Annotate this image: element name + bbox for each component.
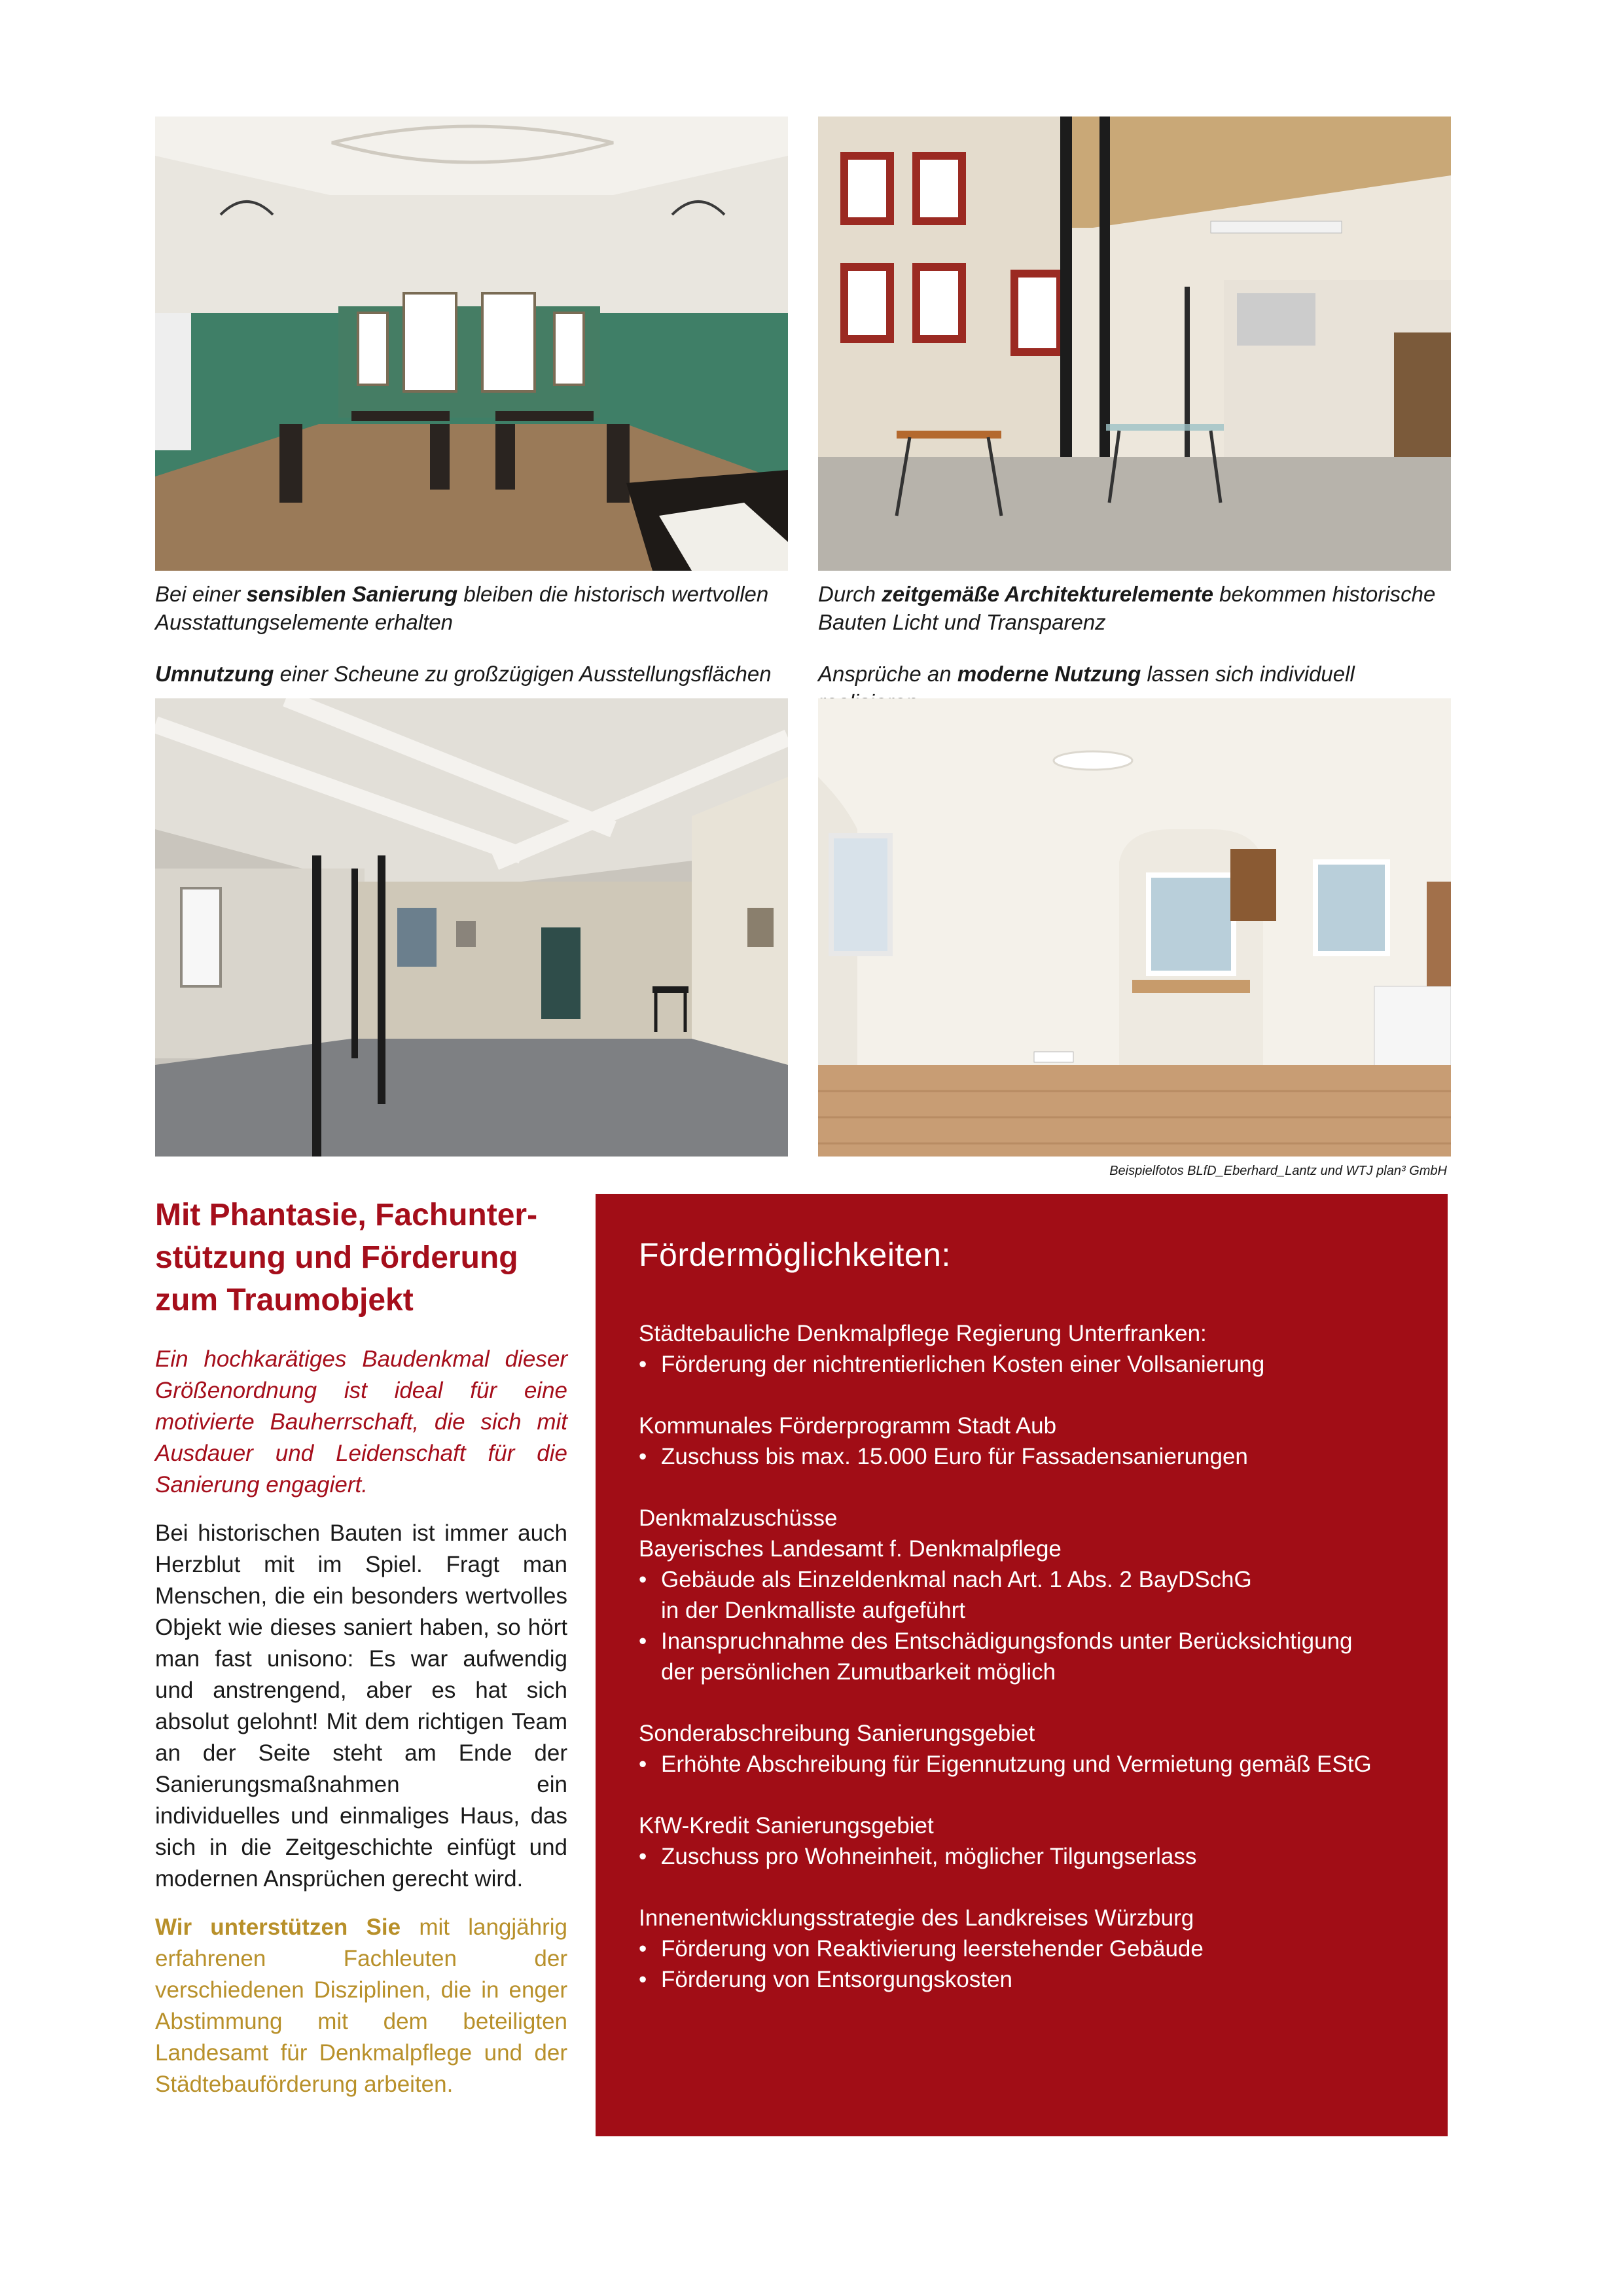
caption-bold: moderne Nutzung [957, 662, 1141, 686]
funding-bullet-line: Zuschuss pro Wohneinheit, möglicher Tilgungserlass [661, 1844, 1197, 1869]
modern-room-image [818, 698, 1451, 1157]
funding-bullet-line: in der Denkmalliste aufgeführt [661, 1598, 965, 1623]
funding-group [639, 1718, 1404, 1780]
funding-group-heading: Kommunales Förderprogramm Stadt Aub [639, 1413, 1057, 1439]
funding-bullet-text [661, 1349, 1264, 1380]
funding-group [639, 1410, 1404, 1472]
funding-group [639, 1318, 1404, 1380]
funding-bullet-item [639, 1933, 1404, 1964]
barn-exhibition-image [155, 698, 788, 1157]
bullet-icon: • [639, 1751, 647, 1777]
support-text: mit langjährig erfahrenen Fachleuten der verschiedenen Disziplinen, die in enger Abstimmung mit dem beteiligten Landesamt für Denkmalpflege und der Städtebauförderung arbeiten. [155, 1914, 567, 2097]
funding-group-heading: Sonderabschreibung Sanierungsgebiet [639, 1721, 1035, 1746]
funding-list [639, 1318, 1404, 1995]
support-bold: Wir unterstützen Sie [155, 1914, 401, 1940]
bullet-icon: • [639, 1352, 647, 1377]
funding-group-heading: Städtebauliche Denkmalpflege Regierung Unterfranken: [639, 1321, 1207, 1346]
funding-bullet-text [661, 1626, 1353, 1687]
funding-title: Fördermöglichkeiten: [639, 1236, 951, 1273]
caption-mid-left [155, 660, 788, 688]
caption-bold: Umnutzung [155, 662, 274, 686]
caption-text: bleiben die historisch wertvollen Ausstattungselemente erhalten [155, 582, 769, 634]
caption-text: Ansprüche an [818, 662, 957, 686]
intro-paragraph: Ein hochkarätiges Baudenkmal dieser Größenordnung ist ideal für eine motivierte Bauherrschaft, die sich mit Ausdauer und Leidenschaft für die Sanierung engagiert. [155, 1346, 567, 1498]
funding-bullet-text [661, 1964, 1012, 1995]
headline: Mit Phantasie, Fachunter-stützung und Förderung zum Traumobjekt [155, 1198, 538, 1318]
caption-text: Durch [818, 582, 882, 606]
funding-bullet-item [639, 1564, 1404, 1626]
funding-bullet-item [639, 1749, 1404, 1780]
caption-bold: zeitgemäße Architekturelemente [882, 582, 1213, 606]
glass-extension-image [818, 117, 1451, 571]
bullet-icon: • [639, 1628, 647, 1654]
funding-bullet-item [639, 1626, 1404, 1687]
bullet-icon: • [639, 1444, 647, 1469]
caption-top-left [155, 580, 788, 636]
funding-bullet-item [639, 1441, 1404, 1472]
funding-box [596, 1194, 1448, 2136]
funding-bullet-line: Förderung von Entsorgungskosten [661, 1967, 1012, 1992]
funding-bullet-text [661, 1749, 1372, 1780]
support-paragraph [155, 1912, 567, 2100]
photo-glass-extension [818, 117, 1451, 571]
funding-bullet-line: Zuschuss bis max. 15.000 Euro für Fassadensanierungen [661, 1444, 1248, 1469]
caption-bold: sensiblen Sanierung [246, 582, 458, 606]
left-text-column [155, 1194, 567, 2100]
funding-bullet-item [639, 1841, 1404, 1872]
photo-barn-exhibition [155, 698, 788, 1157]
funding-bullet-item [639, 1964, 1404, 1995]
funding-bullet-line: Förderung von Reaktivierung leerstehender Gebäude [661, 1936, 1204, 1962]
funding-bullet-item [639, 1349, 1404, 1380]
bullet-icon: • [639, 1936, 647, 1962]
bullet-icon: • [639, 1844, 647, 1869]
caption-text: Bei einer [155, 582, 247, 606]
funding-group-heading: Denkmalzuschüsse [639, 1505, 838, 1531]
funding-bullet-text [661, 1441, 1248, 1472]
funding-group [639, 1503, 1404, 1687]
funding-bullet-text [661, 1933, 1204, 1964]
funding-bullet-line: Förderung der nichtrentierlichen Kosten einer Vollsanierung [661, 1352, 1265, 1377]
funding-bullet-text [661, 1841, 1196, 1872]
photo-credit: Beispielfotos BLfD_Eberhard_Lantz und WTJ plan³ GmbH [1109, 1164, 1447, 1178]
caption-top-right [818, 580, 1451, 636]
bullet-icon: • [639, 1967, 647, 1992]
photo-green-room [155, 117, 788, 571]
green-room-image [155, 117, 788, 571]
bullet-icon: • [639, 1567, 647, 1592]
caption-text: lassen sich individuell [1147, 662, 1355, 686]
funding-group-heading: KfW-Kredit Sanierungsgebiet [639, 1813, 934, 1839]
funding-bullet-line: der persönlichen Zumutbarkeit möglich [661, 1659, 1056, 1685]
funding-bullet-line: Erhöhte Abschreibung für Eigennutzung und Vermietung gemäß EStG [661, 1751, 1372, 1777]
funding-group-heading: Innenentwicklungsstrategie des Landkreises Würzburg [639, 1905, 1194, 1931]
funding-bullet-line: Inanspruchnahme des Entschädigungsfonds unter Berücksichtigung [661, 1628, 1353, 1654]
funding-group [639, 1903, 1404, 1995]
funding-group-heading: Bayerisches Landesamt f. Denkmalpflege [639, 1536, 1062, 1562]
funding-bullet-text [661, 1564, 1252, 1626]
caption-text: einer Scheune zu großzügigen Ausstellungsflächen [274, 662, 772, 686]
photo-modern-room [818, 698, 1451, 1157]
funding-bullet-line: Gebäude als Einzeldenkmal nach Art. 1 Abs. 2 BayDSchG [661, 1567, 1252, 1592]
caption-text: bekommen historische Bauten Licht und Transparenz [818, 582, 1436, 634]
funding-group [639, 1810, 1404, 1872]
body-paragraph: Bei historischen Bauten ist immer auch Herzblut mit im Spiel. Fragt man Menschen, die ein besonders wertvolles Objekt wie dieses saniert haben, so hört man fast unisono: Es war aufwendig und anstrengend, aber es hat sich absolut gelohnt! Mit dem richtigen Team an der Seite steht am Ende der Sanierungsmaßnahmen ein individuelles und einmaliges Haus, das sich in die Zeitgeschichte einfügt und modernen Ansprüchen gerecht wird. [155, 1520, 567, 1892]
